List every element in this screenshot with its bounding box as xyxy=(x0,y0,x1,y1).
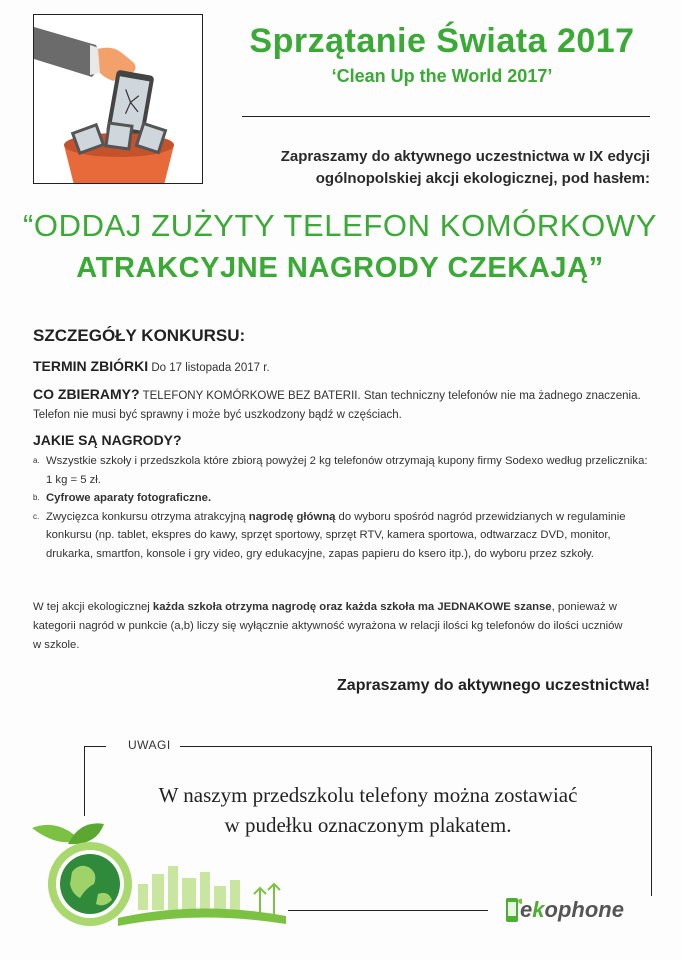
invitation-line-2: ogólnopolskiej akcji ekologicznej, pod hasłem: xyxy=(315,170,650,187)
invitation-text xyxy=(236,146,650,190)
event-title: Sprzątanie Świata 2017 xyxy=(249,22,635,60)
prize-item-b xyxy=(33,489,653,508)
notice-label: UWAGI xyxy=(128,738,171,752)
what-text: TELEFONY KOMÓRKOWE BEZ BATERII. Stan techniczny telefonów nie ma żadnego znaczenia. Telefon nie musi być sprawny i może być uszkodzony bądź w częściach. xyxy=(33,390,641,421)
closing-invitation: Zapraszamy do aktywnego uczestnictwa! xyxy=(337,677,650,694)
prize-text-pre: Zwycięzca konkursu otrzyma atrakcyjną xyxy=(46,510,249,523)
what-label: CO ZBIERAMY? xyxy=(33,386,140,402)
notice-line-2: w pudełku oznaczonym plakatem. xyxy=(224,813,512,837)
slogan-line-2: ATRAKCYJNE NAGRODY CZEKAJĄ” xyxy=(76,252,604,284)
list-marker: c. xyxy=(33,511,40,521)
prizes-list xyxy=(33,452,653,563)
prize-text-post: do wyboru spośród nagród przewidzianych w regulaminie konkursu (np. tablet, ekspres do kawy, sprzęt sportowy, sprzęt RTV, kamera sportowa, odtwarzacz DVD, monitor, drukarka, smartfon, konsole i gry video, gry edukacyjne, zapas papieru do ksero itp.), do wyboru przez szkoły. xyxy=(46,510,626,560)
prize-item-a xyxy=(33,452,653,489)
notice-border-top-right xyxy=(180,746,652,747)
notice-border-bottom xyxy=(288,910,488,911)
list-marker: b. xyxy=(33,493,40,502)
prize-text: Wszystkie szkoły i przedszkola które zbiorą powyżej 2 kg telefonów otrzymają kupony firmy Sodexo według przelicznika: 1 kg = 5 zł. xyxy=(46,455,648,486)
phone-recycling-illustration xyxy=(33,14,203,184)
invitation-line-1: Zapraszamy do aktywnego uczestnictwa w IX edycji xyxy=(280,148,650,165)
notice-border-left xyxy=(84,746,85,816)
list-marker: a. xyxy=(33,456,40,465)
equal-chances-paragraph xyxy=(33,598,633,655)
notice-border-right xyxy=(651,746,652,896)
term-value: Do 17 listopada 2017 r. xyxy=(151,362,270,374)
prize-item-c xyxy=(33,508,653,564)
eco-globe-city-logo xyxy=(28,814,288,934)
para-post: , ponieważ w kategorii nagród w punkcie (a,b) liczy się wyłącznie aktywność wyrażona w relacji ilości kg telefonów do ilości uczniów w szkole. xyxy=(33,601,623,651)
event-subtitle: ‘Clean Up the World 2017’ xyxy=(331,66,553,86)
notice-line-1: W naszym przedszkolu telefony można zostawiać xyxy=(158,783,578,807)
term-label: TERMIN ZBIÓRKI xyxy=(33,358,149,374)
brand-part-3: ophone xyxy=(544,897,624,922)
prize-text: Cyfrowe aparaty fotograficzne. xyxy=(46,492,212,504)
what-we-collect xyxy=(33,385,653,425)
prizes-heading: JAKIE SĄ NAGRODY? xyxy=(33,432,182,448)
header-divider xyxy=(242,116,650,117)
collection-term xyxy=(33,358,270,374)
slogan-line-1: “ODDAJ ZUŻYTY TELEFON KOMÓRKOWY xyxy=(22,208,658,243)
details-heading: SZCZEGÓŁY KONKURSU: xyxy=(33,326,246,345)
brand-wordmark xyxy=(520,897,624,923)
para-bold: każda szkoła otrzyma nagrodę oraz każda szkoła ma JEDNAKOWE szanse xyxy=(152,601,552,613)
notice-border-top-left xyxy=(84,746,106,747)
brand-part-2: k xyxy=(532,897,545,922)
prize-text-bold: nagrodę główną xyxy=(248,510,336,523)
brand-part-1: e xyxy=(520,897,533,922)
para-pre: W tej akcji ekologicznej xyxy=(33,601,153,613)
